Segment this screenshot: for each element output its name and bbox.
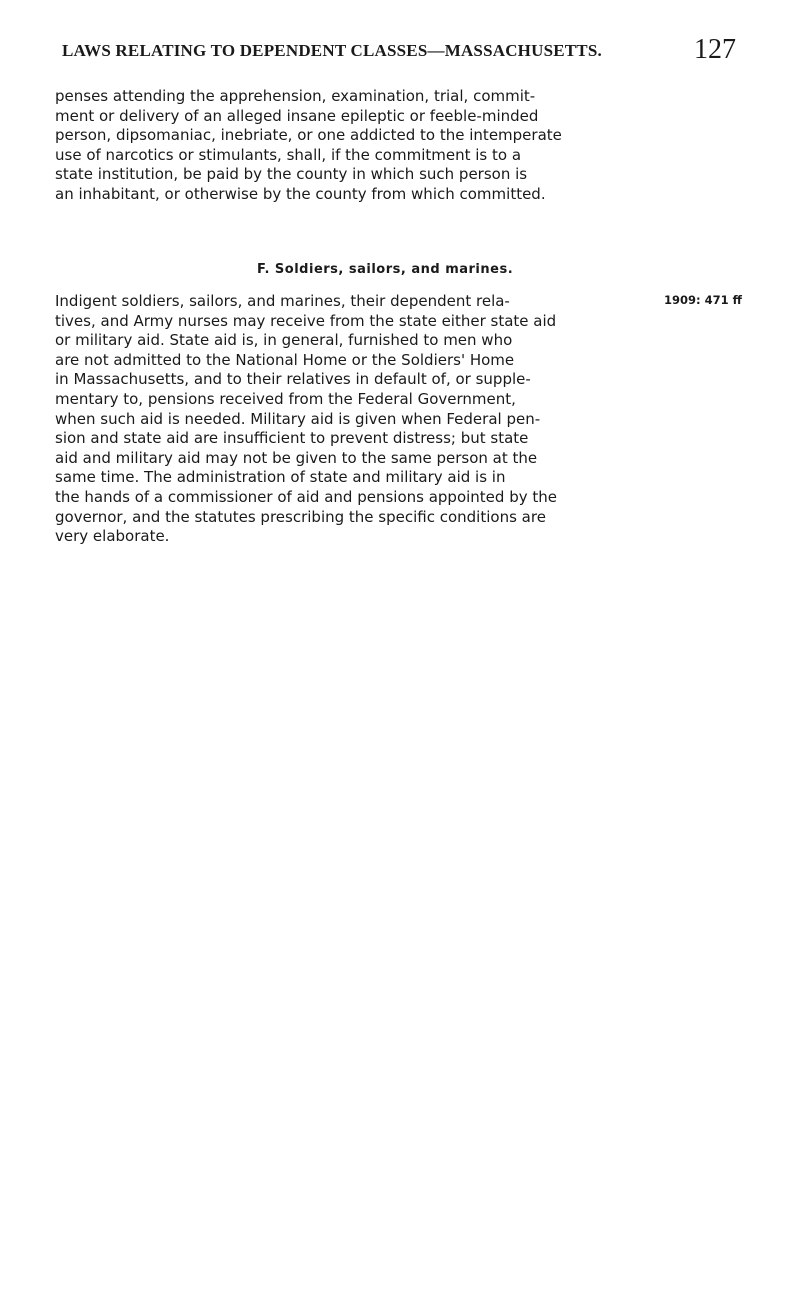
text-line: use of narcotics or stimulants, shall, if the commitment is to a <box>55 145 522 164</box>
text-line: are not admitted to the National Home or the Soldiers' Home <box>55 350 515 369</box>
paragraph-commitment-expenses <box>55 87 640 205</box>
page-number: 127 <box>694 34 736 65</box>
text-line: penses attending the apprehension, examination, trial, commit- <box>55 87 536 105</box>
text-line: same time. The administration of state and military aid is in <box>55 468 506 487</box>
running-head <box>62 34 740 70</box>
text-line: ment or delivery of an alleged insane epileptic or feeble-minded <box>55 106 539 125</box>
text-line: very elaborate. <box>55 527 170 546</box>
text-line: the hands of a commissioner of aid and pensions appointed by the <box>55 487 557 506</box>
text-line: mentary to, pensions received from the Federal Government, <box>55 389 516 408</box>
text-line: aid and military aid may not be given to the same person at the <box>55 448 538 467</box>
section-heading: F. Soldiers, sailors, and marines. <box>257 262 514 277</box>
text-line: in Massachusetts, and to their relatives in default of, or supple- <box>55 370 531 389</box>
paragraph-soldiers-aid <box>55 292 640 547</box>
running-title: LAWS RELATING TO DEPENDENT CLASSES—MASSACHUSETTS. <box>62 41 602 60</box>
text-line: Indigent soldiers, sailors, and marines, their dependent rela- <box>55 292 510 310</box>
text-line: person, dipsomaniac, inebriate, or one addicted to the intemperate <box>55 126 562 145</box>
text-line: governor, and the statutes prescribing the specific conditions are <box>55 507 546 526</box>
text-line: an inhabitant, or otherwise by the county from which committed. <box>55 184 546 203</box>
text-line: state institution, be paid by the county in which such person is <box>55 165 528 184</box>
text-line: sion and state aid are insufficient to prevent distress; but state <box>55 429 529 448</box>
text-line: tives, and Army nurses may receive from the state either state aid <box>55 311 557 330</box>
text-line: or military aid. State aid is, in general, furnished to men who <box>55 331 513 350</box>
text-line: when such aid is needed. Military aid is given when Federal pen- <box>55 409 541 428</box>
margin-citation: 1909: 471 ff <box>664 293 742 307</box>
